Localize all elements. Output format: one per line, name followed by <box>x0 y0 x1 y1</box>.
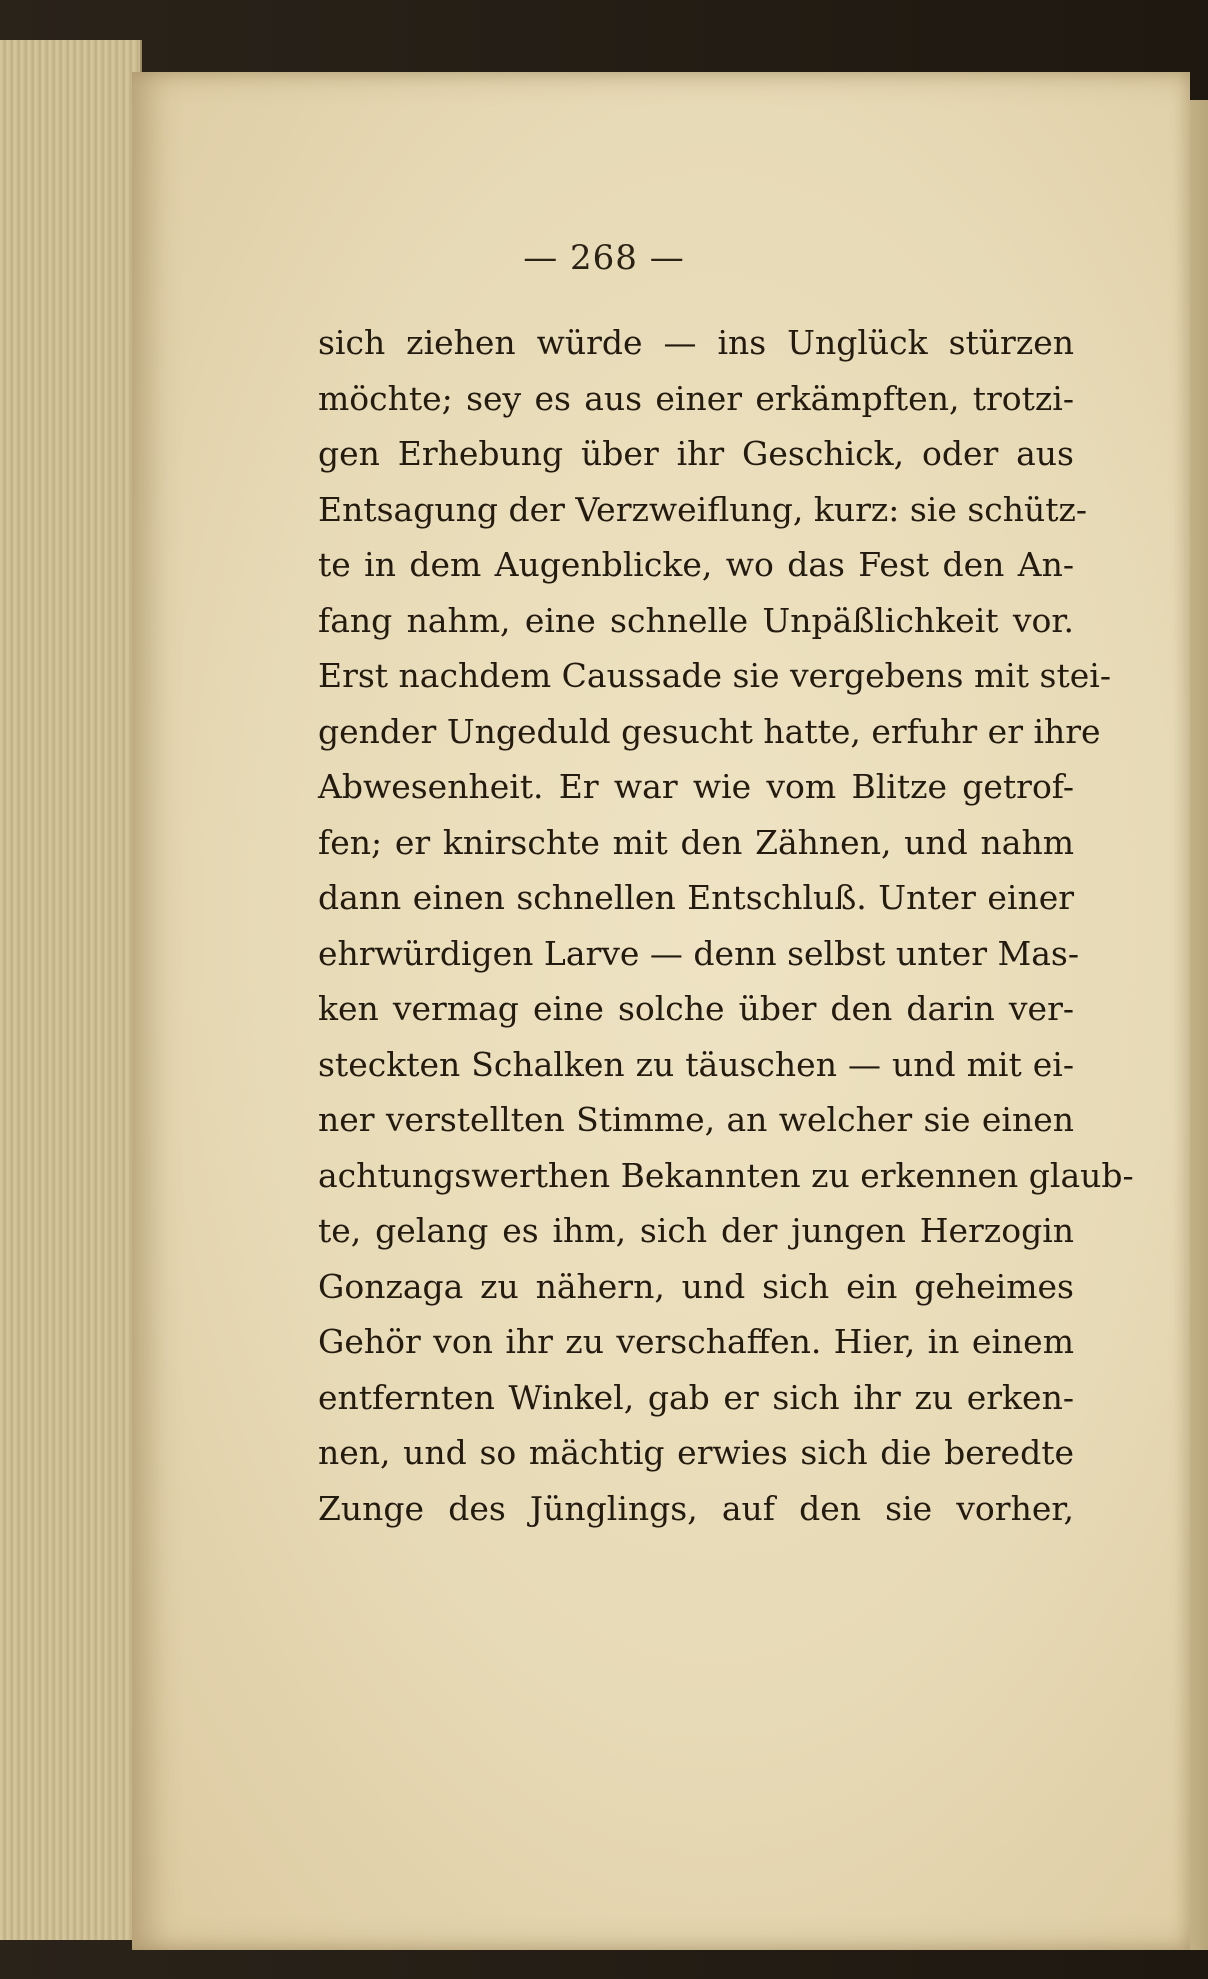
text-line: steckten Schalken zu täuschen — und mit ei- <box>318 1044 1074 1084</box>
text-line: Erst nachdem Caussade sie vergebens mit stei- <box>318 656 1111 695</box>
body-text <box>318 315 1134 1536</box>
text-line: ken vermag eine solche über den darin ver- <box>318 989 1074 1028</box>
text-line: Gehör von ihr zu verschaffen. Hier, in einem <box>318 1322 1074 1361</box>
text-line: möchte; sey es aus einer erkämpften, trotzi- <box>318 378 1074 418</box>
text-line: entfernten Winkel, gab er sich ihr zu erken- <box>318 1377 1074 1417</box>
text-line: te in dem Augenblicke, wo das Fest den An- <box>318 545 1074 584</box>
page-number: — 268 — <box>523 238 685 278</box>
text-line: ehrwürdigen Larve — denn selbst unter Mas- <box>318 933 1080 973</box>
text-line: nen, und so mächtig erwies sich die beredte <box>318 1433 1074 1472</box>
text-line: fang nahm, eine schnelle Unpäßlichkeit vor. <box>318 600 1074 640</box>
text-line: achtungswerthen Bekannten zu erkennen glaub- <box>318 1155 1134 1195</box>
text-line: fen; er knirschte mit den Zähnen, und nahm <box>318 822 1074 862</box>
page-edges-stack <box>0 40 142 1940</box>
text-line: gen Erhebung über ihr Geschick, oder aus <box>318 434 1074 473</box>
text-line: te, gelang es ihm, sich der jungen Herzogin <box>318 1211 1074 1250</box>
text-line: Zunge des Jünglings, auf den sie vorher, <box>318 1488 1074 1528</box>
text-line: Gonzaga zu nähern, und sich ein geheimes <box>318 1266 1074 1306</box>
text-line: Entsagung der Verzweiflung, kurz: sie schütz- <box>318 489 1088 529</box>
text-line: sich ziehen würde — ins Unglück stürzen <box>318 323 1074 362</box>
text-line: ner verstellten Stimme, an welcher sie einen <box>318 1100 1074 1139</box>
text-line: Abwesenheit. Er war wie vom Blitze getrof- <box>318 767 1074 806</box>
text-line: gender Ungeduld gesucht hatte, erfuhr er ihre <box>318 711 1101 751</box>
text-line: dann einen schnellen Entschluß. Unter einer <box>318 878 1074 917</box>
